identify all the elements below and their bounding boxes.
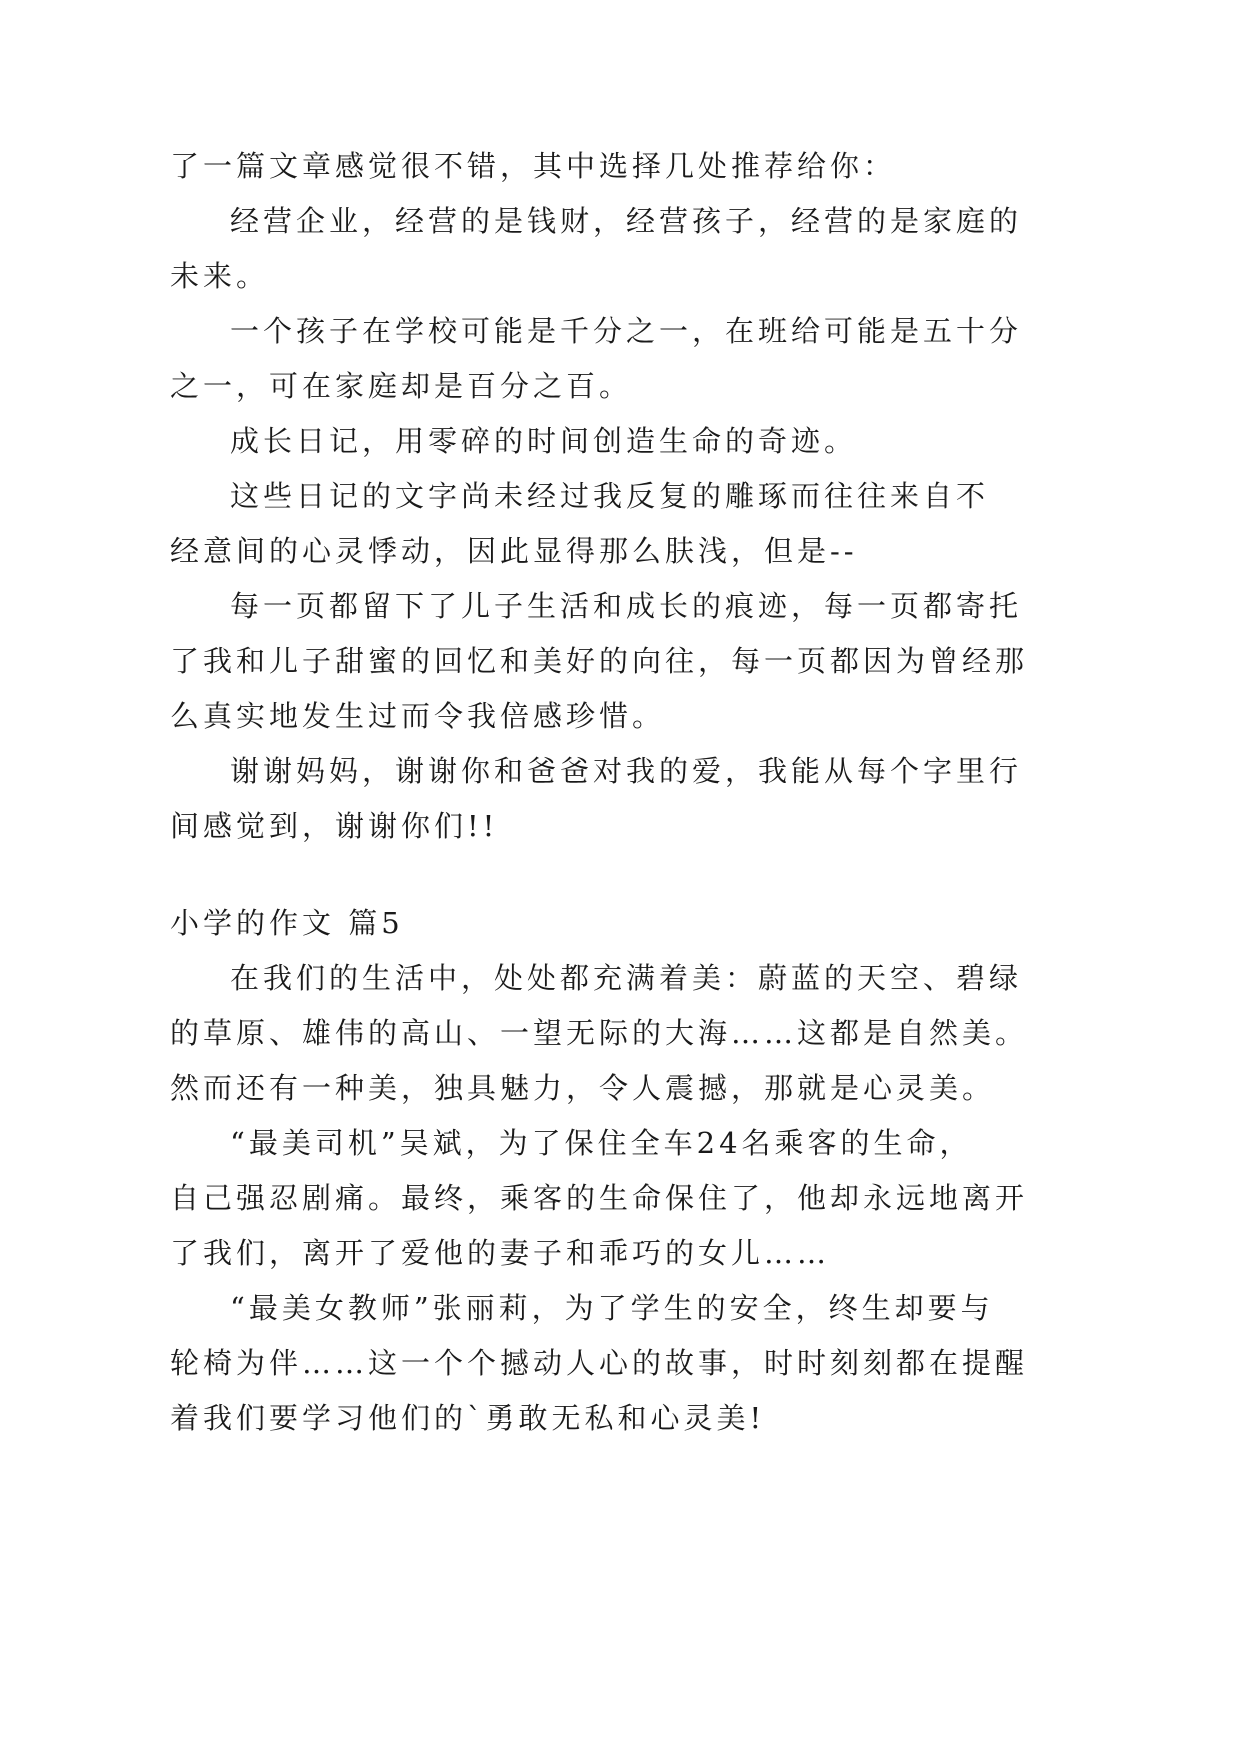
paragraph-first-line: 这些日记的文字尚未经过我反复的雕琢而往往来自不 <box>230 479 990 513</box>
text-line: 然而还有一种美，独具魅力，令人震撼，那就是心灵美。 <box>170 1071 996 1105</box>
paragraph-first-line: 成长日记，用零碎的时间创造生命的奇迹。 <box>230 424 858 458</box>
paragraph-first-line: 谢谢妈妈，谢谢你和爸爸对我的爱，我能从每个字里行 <box>230 754 1023 788</box>
text-line: 么真实地发生过而令我倍感珍惜。 <box>170 699 666 733</box>
text-line: 轮椅为伴……这一个个撼动人心的故事，时时刻刻都在提醒 <box>170 1346 1029 1380</box>
paragraph-first-line: 一个孩子在学校可能是千分之一，在班给可能是五十分 <box>230 314 1023 348</box>
text-line: 了一篇文章感觉很不错，其中选择几处推荐给你： <box>170 149 897 183</box>
paragraph-first-line: 每一页都留下了儿子生活和成长的痕迹，每一页都寄托 <box>230 589 1023 623</box>
text-line: 间感觉到，谢谢你们!! <box>170 809 499 843</box>
text-line: 了我们，离开了爱他的妻子和乖巧的女儿…… <box>170 1236 831 1270</box>
text-line: 自己强忍剧痛。最终，乘客的生命保住了，他却永远地离开 <box>170 1181 1029 1215</box>
paragraph-first-line: 经营企业，经营的是钱财，经营孩子，经营的是家庭的 <box>230 204 1023 238</box>
section-heading: 小学的作文 篇5 <box>170 906 404 940</box>
text-line: 经意间的心灵悸动，因此显得那么肤浅，但是-- <box>170 534 858 568</box>
paragraph-first-line: “最美司机”吴斌，为了保住全车24名乘客的生命， <box>230 1126 973 1160</box>
paragraph-first-line: 在我们的生活中，处处都充满着美：蔚蓝的天空、碧绿 <box>230 961 1023 995</box>
text-line: 之一，可在家庭却是百分之百。 <box>170 369 633 403</box>
text-line: 的草原、雄伟的高山、一望无际的大海……这都是自然美。 <box>170 1016 1029 1050</box>
text-line: 了我和儿子甜蜜的回忆和美好的向往，每一页都因为曾经那 <box>170 644 1029 678</box>
paragraph-first-line: “最美女教师”张丽莉，为了学生的安全，终生却要与 <box>230 1291 994 1325</box>
text-line: 着我们要学习他们的`勇敢无私和心灵美! <box>170 1401 766 1435</box>
text-line: 未来。 <box>170 259 270 293</box>
